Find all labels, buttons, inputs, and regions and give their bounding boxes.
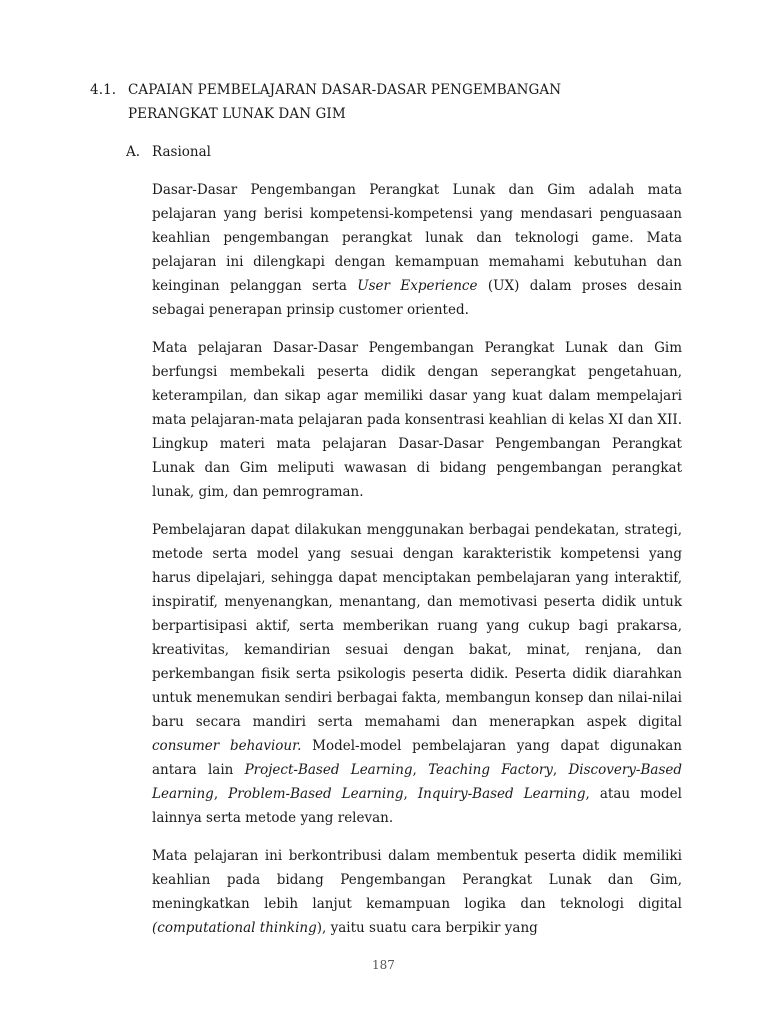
section-title: Rasional bbox=[152, 144, 211, 160]
heading-line-1: CAPAIAN PEMBELAJARAN DASAR-DASAR PENGEMBANGAN bbox=[128, 82, 562, 98]
body-text bbox=[152, 178, 682, 954]
p3-italic-problem: Problem-Based Learning bbox=[228, 786, 404, 802]
section-letter: A. bbox=[126, 144, 141, 160]
p3-italic-inquiry: Inquiry-Based Learning bbox=[417, 786, 586, 802]
p3-text-c: , atau model lainnya serta metode yang relevan. bbox=[152, 786, 682, 826]
p3-sep-2: , bbox=[552, 762, 569, 778]
p1-text-b: (UX) dalam proses desain sebagai penerapan prinsip customer oriented. bbox=[152, 278, 682, 318]
p3-sep-3: , bbox=[213, 786, 229, 802]
p4-text-b: ), yaitu suatu cara berpikir yang bbox=[316, 920, 538, 936]
p4-text-a: Mata pelajaran ini berkontribusi dalam membentuk peserta didik memiliki keahlian pada bidang Pengembangan Perangkat Lunak dan Gim, meningkatkan lebih lanjut kemampuan logika dan teknologi digital bbox=[152, 848, 682, 912]
paragraph-3 bbox=[152, 518, 682, 830]
paragraph-1 bbox=[152, 178, 682, 322]
p3-italic-discovery: Discovery-Based Learning bbox=[152, 762, 682, 802]
heading-number: 4.1. bbox=[90, 82, 117, 98]
p1-italic-ux: User Experience bbox=[357, 278, 478, 294]
paragraph-4 bbox=[152, 844, 682, 940]
paragraph-2: Mata pelajaran Dasar-Dasar Pengembangan Perangkat Lunak dan Gim berfungsi membekali peserta didik dengan seperangkat pengetahuan, keterampilan, dan sikap agar memiliki dasar yang kuat dalam mempelajari mata pelajaran-mata pelajaran pada konsentrasi keahlian di kelas XI dan XII. Lingkup materi mata pelajaran Dasar-Dasar Pengembangan Perangkat Lunak dan Gim meliputi wawasan di bidang pengembangan perangkat lunak, gim, dan pemrograman. bbox=[152, 340, 682, 500]
page-number: 187 bbox=[372, 958, 395, 972]
p3-sep-1: , bbox=[412, 762, 429, 778]
p4-italic-ct: (computational thinking bbox=[152, 920, 317, 936]
chapter-heading bbox=[90, 78, 561, 126]
p3-italic-consumer: consumer behaviour. bbox=[152, 738, 302, 754]
p3-italic-tefa: Teaching Factory bbox=[428, 762, 553, 778]
p1-text-a: Dasar-Dasar Pengembangan Perangkat Lunak dan Gim adalah mata pelajaran yang berisi kompetensi-kompetensi yang mendasari penguasaan keahlian pengembangan perangkat lunak dan teknologi game. Mata pelajaran ini dilengkapi dengan kemampuan memahami kebutuhan dan keinginan pelanggan serta bbox=[152, 182, 682, 294]
p3-text-b: Model-model pembelajaran yang dapat digunakan antara lain bbox=[152, 738, 683, 778]
heading-line-2: PERANGKAT LUNAK DAN GIM bbox=[128, 106, 346, 122]
p3-text-a: Pembelajaran dapat dilakukan menggunakan berbagai pendekatan, strategi, metode serta model yang sesuai dengan karakteristik kompetensi yang harus dipelajari, sehingga dapat menciptakan pembelajaran yang interaktif, inspiratif, menyenangkan, menantang, dan memotivasi peserta didik untuk berpartisipasi aktif, serta memberikan ruang yang cukup bagi prakarsa, kreativitas, kemandirian sesuai dengan bakat, minat, renjana, dan perkembangan fisik serta psikologis peserta didik. Peserta didik diarahkan untuk menemukan sendiri berbagai fakta, membangun konsep dan nilai-nilai baru secara mandiri serta memahami dan menerapkan aspek digital bbox=[152, 522, 682, 730]
p3-sep-4: , bbox=[403, 786, 418, 802]
section-heading bbox=[126, 144, 211, 160]
p3-italic-pbl: Project-Based Learning bbox=[244, 762, 413, 778]
